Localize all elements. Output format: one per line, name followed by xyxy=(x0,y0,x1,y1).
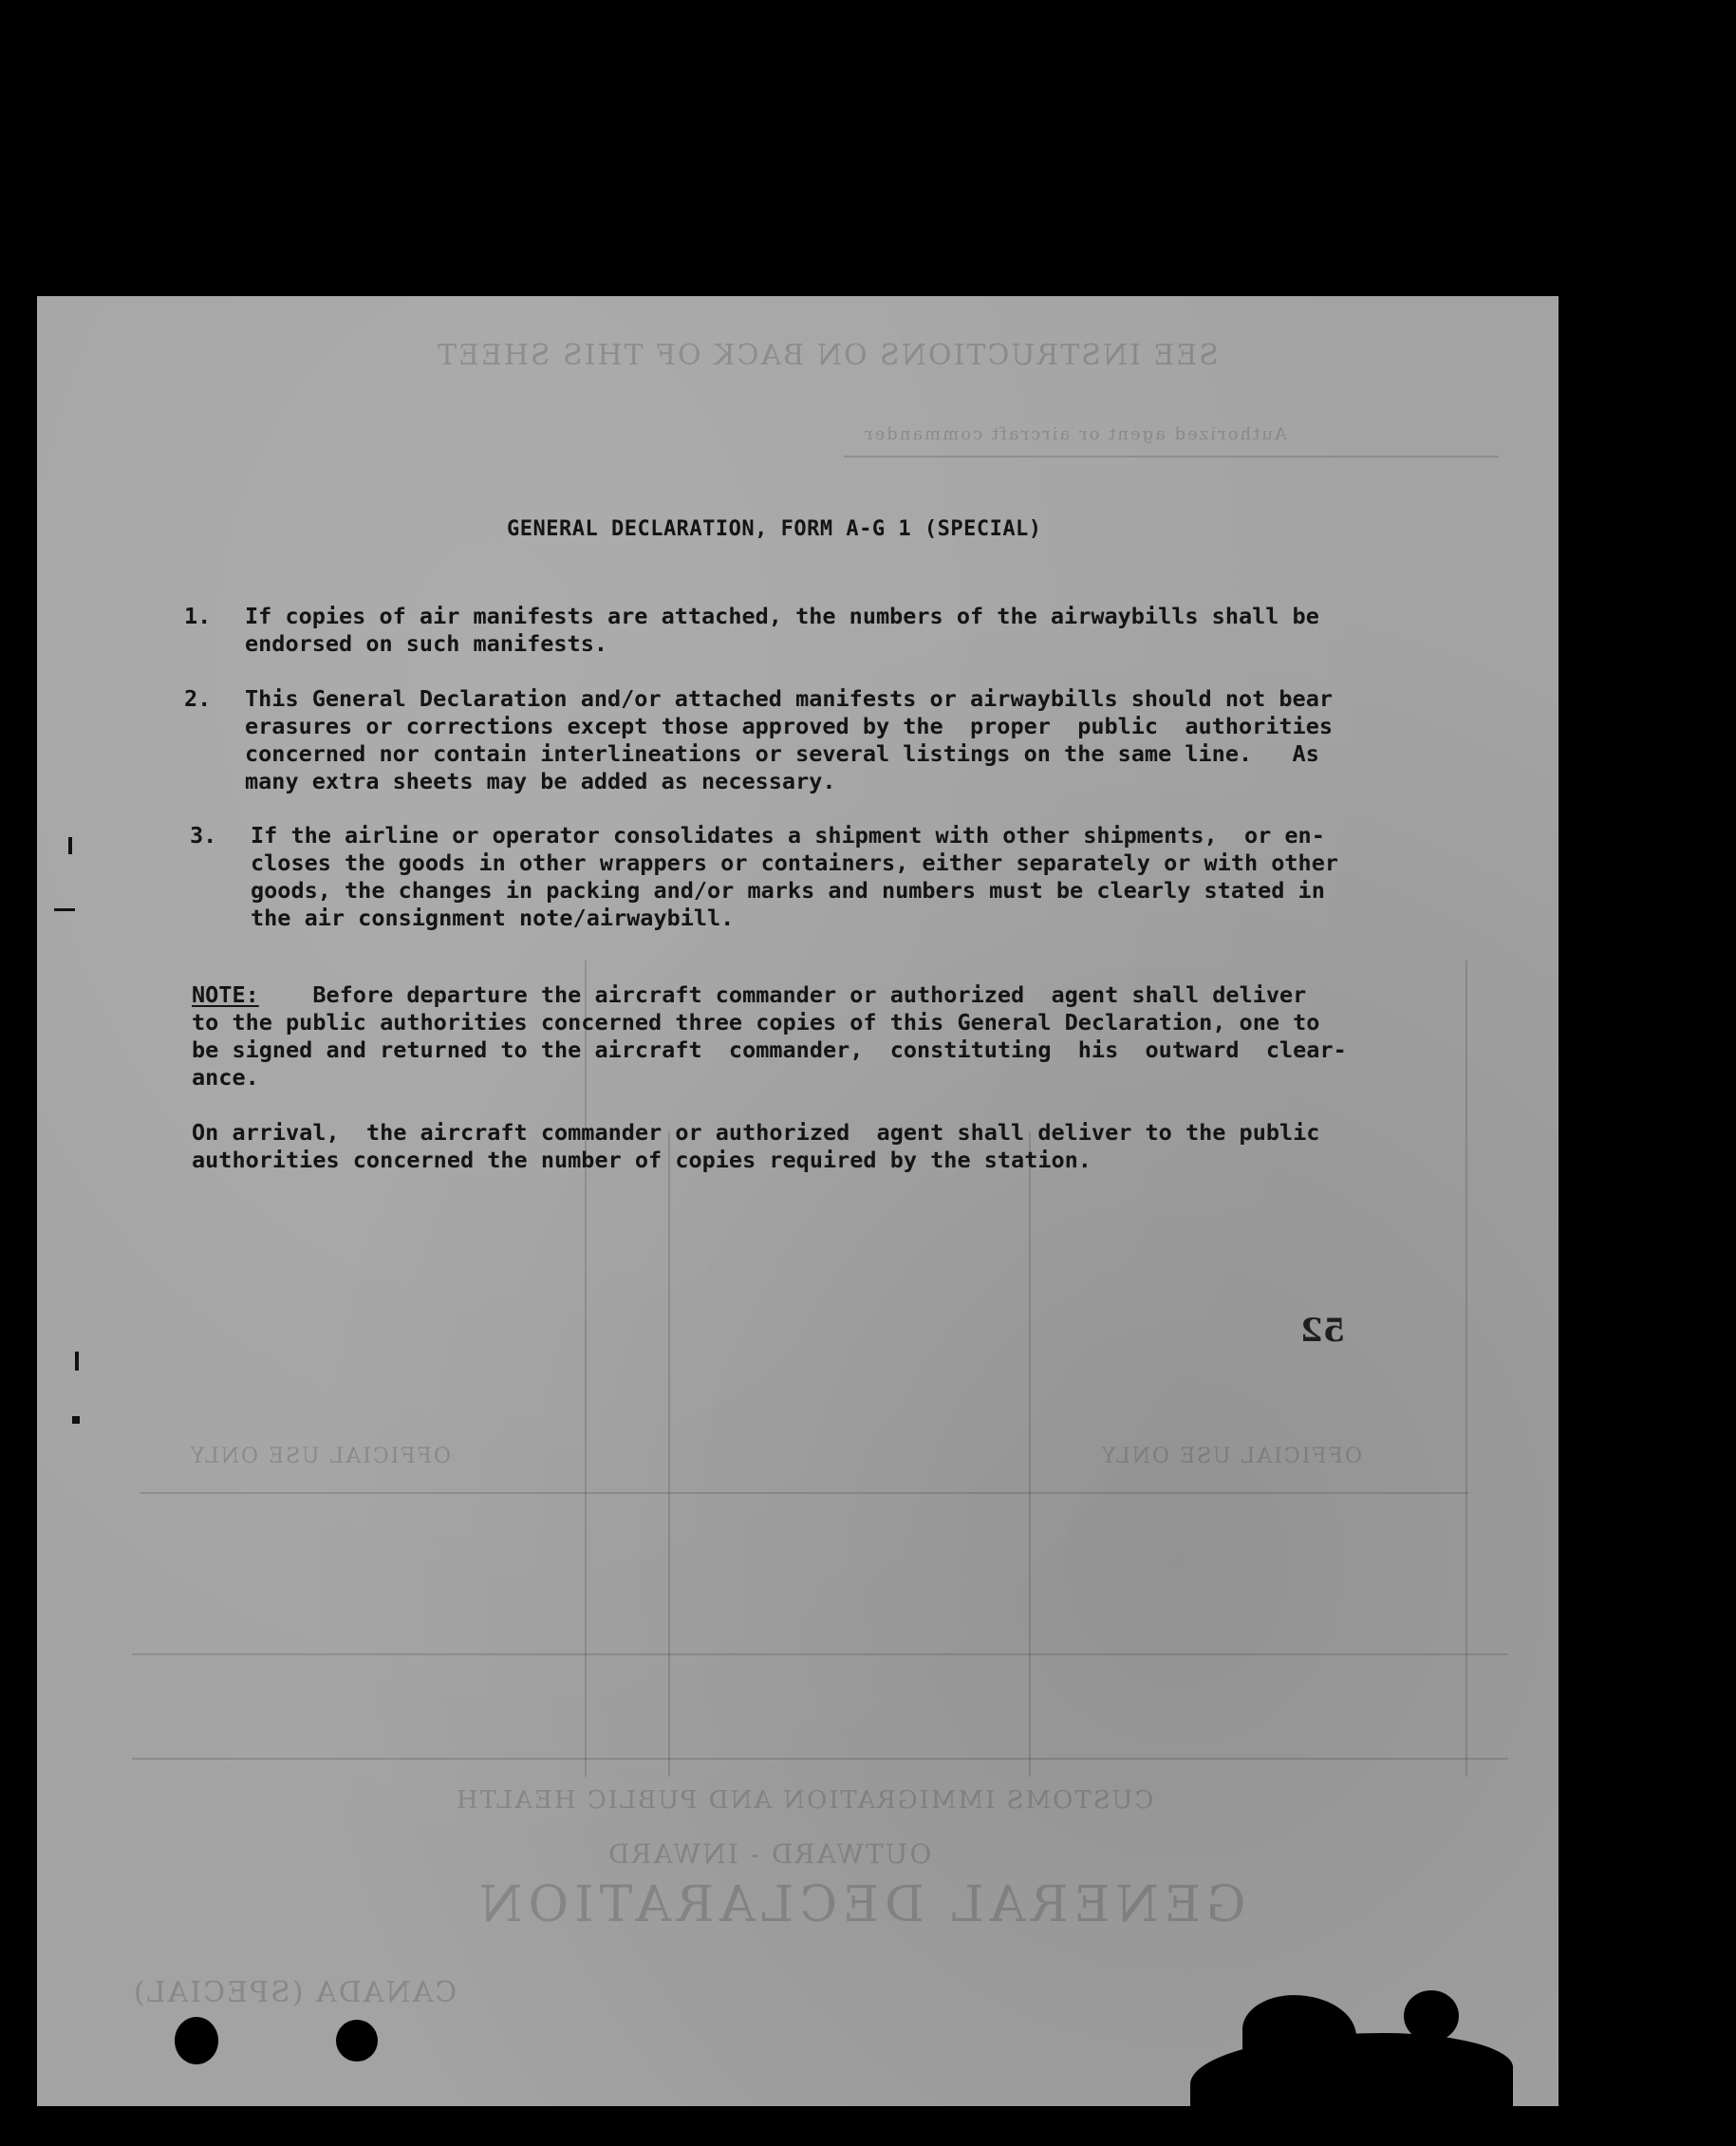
note-first-line xyxy=(192,981,1502,1009)
item-line: concerned nor contain interlineations or several listings on the same line. As xyxy=(245,740,1319,767)
item-number: 1. xyxy=(184,603,212,629)
bleed-through-text: CUSTOMS IMMIGRATION AND PUBLIC HEALTH xyxy=(455,1786,1154,1815)
note-spacer xyxy=(192,1092,1502,1119)
margin-mark xyxy=(72,1416,80,1424)
bleed-through-line xyxy=(1029,1131,1031,1777)
note-first-line-text: Before departure the aircraft commander or authorized agent shall deliver xyxy=(258,981,1307,1008)
punch-hole xyxy=(175,2017,218,2064)
torn-area xyxy=(1190,2033,1513,2106)
item-number: 2. xyxy=(184,685,212,712)
bleed-through-text: OFFICIAL USE ONLY xyxy=(1100,1445,1362,1468)
margin-mark xyxy=(54,908,75,911)
bleed-through-text: OUTWARD - INWARD xyxy=(607,1838,932,1870)
margin-mark xyxy=(68,837,72,854)
item-line: If the airline or operator consolidates a shipment with other shipments, or en- xyxy=(251,822,1325,849)
margin-mark xyxy=(75,1352,79,1371)
note-line: ance. xyxy=(192,1064,259,1091)
note-label: NOTE: xyxy=(192,981,259,1008)
item-number: 3. xyxy=(190,822,217,849)
bleed-through-text: CANADA (SPECIAL) xyxy=(132,1976,457,2009)
note-line: be signed and returned to the aircraft commander, constituting his outward clear- xyxy=(192,1036,1347,1063)
bleed-through-text: Authorized agent or aircraft commander xyxy=(863,424,1287,444)
stamp-number: 52 xyxy=(1300,1312,1346,1350)
paper-sheet xyxy=(37,296,1559,2106)
item-line: goods, the changes in packing and/or marks and numbers must be clearly stated in xyxy=(251,877,1325,904)
item-line: many extra sheets may be added as necessary. xyxy=(245,768,836,794)
item-line: endorsed on such manifests. xyxy=(245,630,608,657)
item-text xyxy=(245,603,1479,658)
bleed-through-line xyxy=(132,1653,1508,1655)
bleed-through-line xyxy=(668,1131,670,1777)
punch-hole xyxy=(336,2020,378,2062)
bleed-through-line xyxy=(140,1492,1468,1494)
item-line: closes the goods in other wrappers or containers, either separately or with other xyxy=(251,849,1339,876)
bleed-through-text: SEE INSTRUCTIONS ON BACK OF THIS SHEET xyxy=(436,339,1219,372)
note-line: to the public authorities concerned three copies of this General Declaration, one to xyxy=(192,1009,1320,1036)
arrival-line: On arrival, the aircraft commander or authorized agent shall deliver to the public xyxy=(192,1119,1320,1146)
bleed-through-line xyxy=(132,1758,1508,1760)
item-line: If copies of air manifests are attached, the numbers of the airwaybills shall be xyxy=(245,603,1319,629)
item-text xyxy=(245,685,1479,795)
item-line: This General Declaration and/or attached manifests or airwaybills should not bear xyxy=(245,685,1334,712)
arrival-line: authorities concerned the number of copies required by the station. xyxy=(192,1147,1092,1173)
bleed-through-text: GENERAL DECLARATION xyxy=(474,1876,1246,1933)
bleed-through-text: OFFICIAL USE ONLY xyxy=(189,1445,451,1468)
item-line: erasures or corrections except those approved by the proper public authorities xyxy=(245,713,1334,739)
item-text xyxy=(251,822,1484,932)
bleed-through-line xyxy=(844,456,1499,457)
item-line: the air consignment note/airwaybill. xyxy=(251,905,735,931)
form-title: GENERAL DECLARATION, FORM A-G 1 (SPECIAL) xyxy=(507,517,1042,541)
note-block xyxy=(192,981,1502,1174)
